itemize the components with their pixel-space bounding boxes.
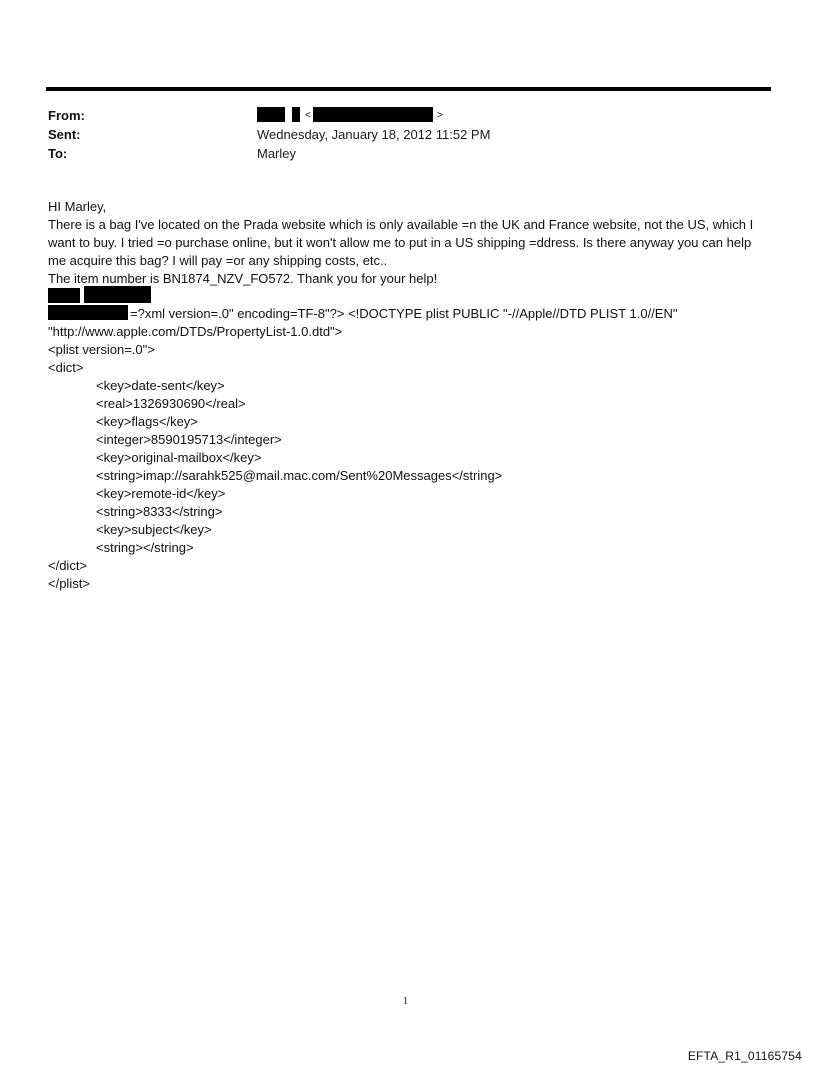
redaction-block [292,107,300,122]
xml-entry: <string>imap://sarahk525@mail.mac.com/Sent%20Messages</string> [96,468,503,483]
to-value: Marley [257,146,297,161]
xml-dtd-url: "http://www.apple.com/DTDs/PropertyList-1.0.dtd"> [48,324,343,339]
redaction-block [257,107,285,122]
sent-label: Sent: [48,127,81,142]
from-label: From: [48,108,85,123]
xml-entry: <integer>8590195713</integer> [96,432,282,447]
xml-entry: <key>date-sent</key> [96,378,225,393]
page-number: 1 [403,996,408,1007]
xml-dict-close: </dict> [48,558,88,573]
xml-dict-open: <dict> [48,360,84,375]
xml-declaration: =?xml version=.0" encoding=TF-8"?> <!DOCTYPE plist PUBLIC "-//Apple//DTD PLIST 1.0//EN" [130,306,678,321]
to-label: To: [48,146,68,161]
xml-entry: <string>8333</string> [96,504,223,519]
message-paragraph: There is a bag I've located on the Prada website which is only available =n the UK and France website, not the US, which I want to buy. I tried =o purchase online, but it won't allow me to put in a US shipping =ddress. Is there anyway you can help me acquire this bag? I will pay =or any shipping costs, etc.. [48,217,754,268]
xml-entry: <key>flags</key> [96,414,198,429]
redaction-block [48,305,128,320]
redaction-block [48,288,80,303]
redaction-block [313,107,433,122]
bates-number: EFTA_R1_01165754 [687,1049,802,1063]
from-bracket-open: < [305,110,311,121]
from-bracket-close: > [437,110,443,121]
xml-plist-close: </plist> [48,576,90,591]
header-rule [46,87,771,91]
xml-plist-open: <plist version=.0"> [48,342,155,357]
item-number-line: The item number is BN1874_NZV_FO572. Thank you for your help! [48,271,438,286]
xml-entry: <key>subject</key> [96,522,212,537]
xml-entry: <key>original-mailbox</key> [96,450,262,465]
sent-value: Wednesday, January 18, 2012 11:52 PM [257,127,491,142]
redaction-block [84,286,151,303]
greeting: HI Marley, [48,199,107,214]
xml-entry: <key>remote-id</key> [96,486,226,501]
xml-entry: <string></string> [96,540,194,555]
xml-entry: <real>1326930690</real> [96,396,246,411]
